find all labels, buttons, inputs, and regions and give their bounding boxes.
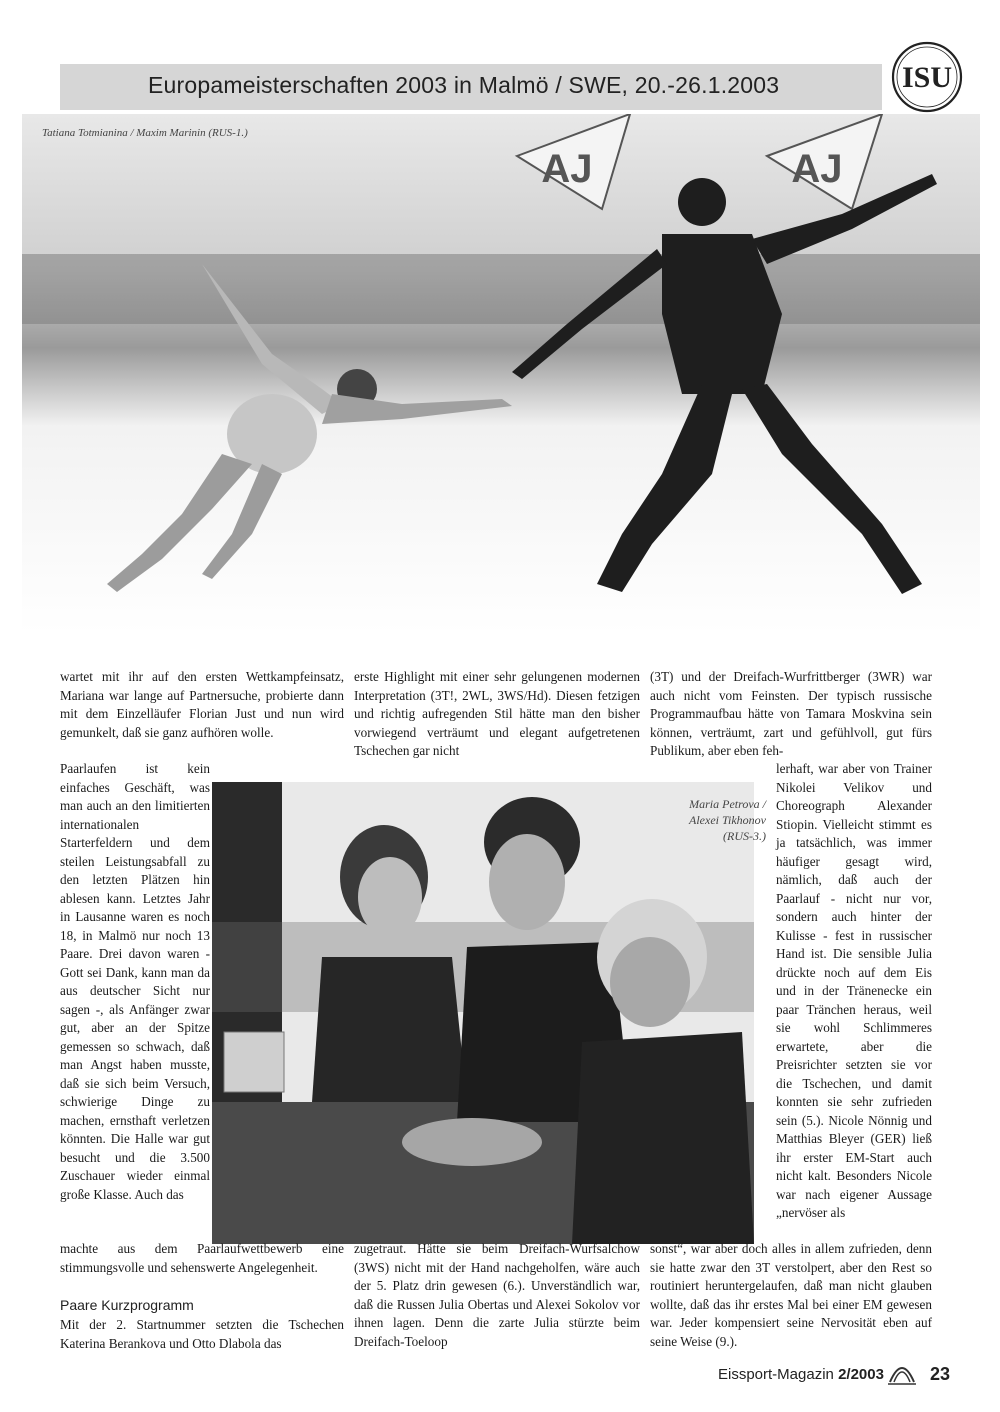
page-title: Europameisterschaften 2003 in Malmö / SWE, 20.-26.1.2003 — [148, 72, 780, 98]
magazine-logo-icon — [884, 1352, 920, 1388]
article-col1-section: Mit der 2. Startnummer setzten die Tschechen Katerina Berankova und Otto Dlabola das — [60, 1317, 344, 1351]
isu-logo-letters: ISU — [901, 61, 953, 94]
article-col1-bottom: machte aus dem Paarlaufwettbewerb eine stimmungsvolle und sehenswerte Angelegenheit. — [60, 1241, 344, 1275]
page-number: 23 — [930, 1364, 951, 1384]
photo2-caption — [648, 796, 766, 844]
svg-text:AJ: AJ — [541, 147, 593, 191]
photo-skating-pair-1 — [22, 114, 980, 634]
footer-magazine-name: Eissport-Magazin — [718, 1366, 834, 1383]
footer-issue: 2/2003 — [838, 1366, 884, 1383]
footer-magazine — [718, 1366, 884, 1383]
article-col3-narrow: lerhaft, war aber von Trainer Nikolei Velikov und Choreograph Alexander Stiopin. Vielleicht stimmt es ja tatsächlich, was immer häufiger gesagt wird, nämlich, daß auch der Paarlauf - nicht nur vor, sondern auch hinter der Kulisse - fest in russischer Hand ist. Die sensible Julia drückte noch auf dem Eis und in der Tränenecke ein paar Tränchen heraus, weil sie wohl Schlimmeres erwartete, aber die Preisrichter setzten sie vor die Tschechen, und damit konnten sie sehr zufrieden sein (5.). Nicole Nönnig und Matthias Bleyer (GER) ließ ihr erster EM-Start auch nicht kalt. Besonders Nicole war nach eigener Aussage „nervöser als — [776, 761, 932, 1220]
photo2-caption-line: Alexei Tikhonov — [689, 813, 766, 827]
isu-logo — [890, 40, 964, 114]
article-col1-top: wartet mit ihr auf den ersten Wettkampfeinsatz, Mariana war lange auf Partnersuche, probierte dann mit dem Einzelläufer Florian Just und nun wird gemunkelt, daß sie ganz aufhören wolle. — [60, 669, 344, 740]
article-col3-bottom: sonst“, war aber doch alles in allem zufrieden, denn sie hatte zwar den 3T verstolpert, aber den Rest so routiniert heruntergelaufen, daß man nicht glauben wollte, daß das ihr erstes Mal bei einer EM gewesen war. Jeder kompensiert seine Nervosität eben auf seine Weise (9.). — [650, 1241, 932, 1349]
photo2-caption-line: Maria Petrova / — [689, 797, 766, 811]
article-col1-narrow: Paarlaufen ist kein einfaches Geschäft, was man auch an den limitierten internationalen Starterfeldern und dem steilen Leistungsabfall zu den letzten Plätzen hin ablesen kann. Letztes Jahr in Lausanne waren es noch 18, in Malmö nur noch 13 Paare. Drei davon waren - Gott sei Dank, kann man da aus deutscher Sicht nur sagen -, als Anfänger zwar gut, aber an der Spitze gemessen so schwach, daß man Angst haben musste, daß sie sich beim Versuch, schwierige Dinge zu machen, ernsthaft verletzen könnten. Die Halle war gut besucht und die 3.500 Zuschauer wieder einmal große Klasse. Auch das — [60, 761, 210, 1202]
article-col2-top: erste Highlight mit einer sehr gelungenen modernen Interpretation (3T!, 2WL, 3WS/Hd). Diesen fetzigen und richtig aufregenden Stil hätte man den bisher vorwiegend verträumt und elegant aufgetretenen Tschechen gar nicht — [354, 669, 640, 758]
photo1-caption: Tatiana Totmianina / Maxim Marinin (RUS-1.) — [42, 127, 248, 139]
photo-kiss-and-cry — [212, 782, 754, 1244]
section-heading: Paare Kurzprogramm — [60, 1297, 194, 1313]
svg-text:AJ: AJ — [791, 147, 843, 191]
article-col2-bottom: zugetraut. Hätte sie beim Dreifach-Wurfsalchow (3WS) nicht mit der Hand nachgeholfen, wäre auch der 5. Platz drin gewesen (6.). Unverständlich war, daß die Russen Julia Obertas und Alexei Sokolov vor ihnen lagen. Denn die zarte Julia stürzte beim Dreifach-Toeloop — [354, 1241, 640, 1349]
article-col3-top: (3T) und der Dreifach-Wurfrittberger (3WR) war auch nicht vom Feinsten. Der typisch russische Programmaufbau hätte von Tamara Moskvina sein können, verträumt, zart und gefühlvoll, gut fürs Publikum, aber eben feh- — [650, 669, 932, 758]
photo2-caption-line: (RUS-3.) — [723, 829, 766, 843]
